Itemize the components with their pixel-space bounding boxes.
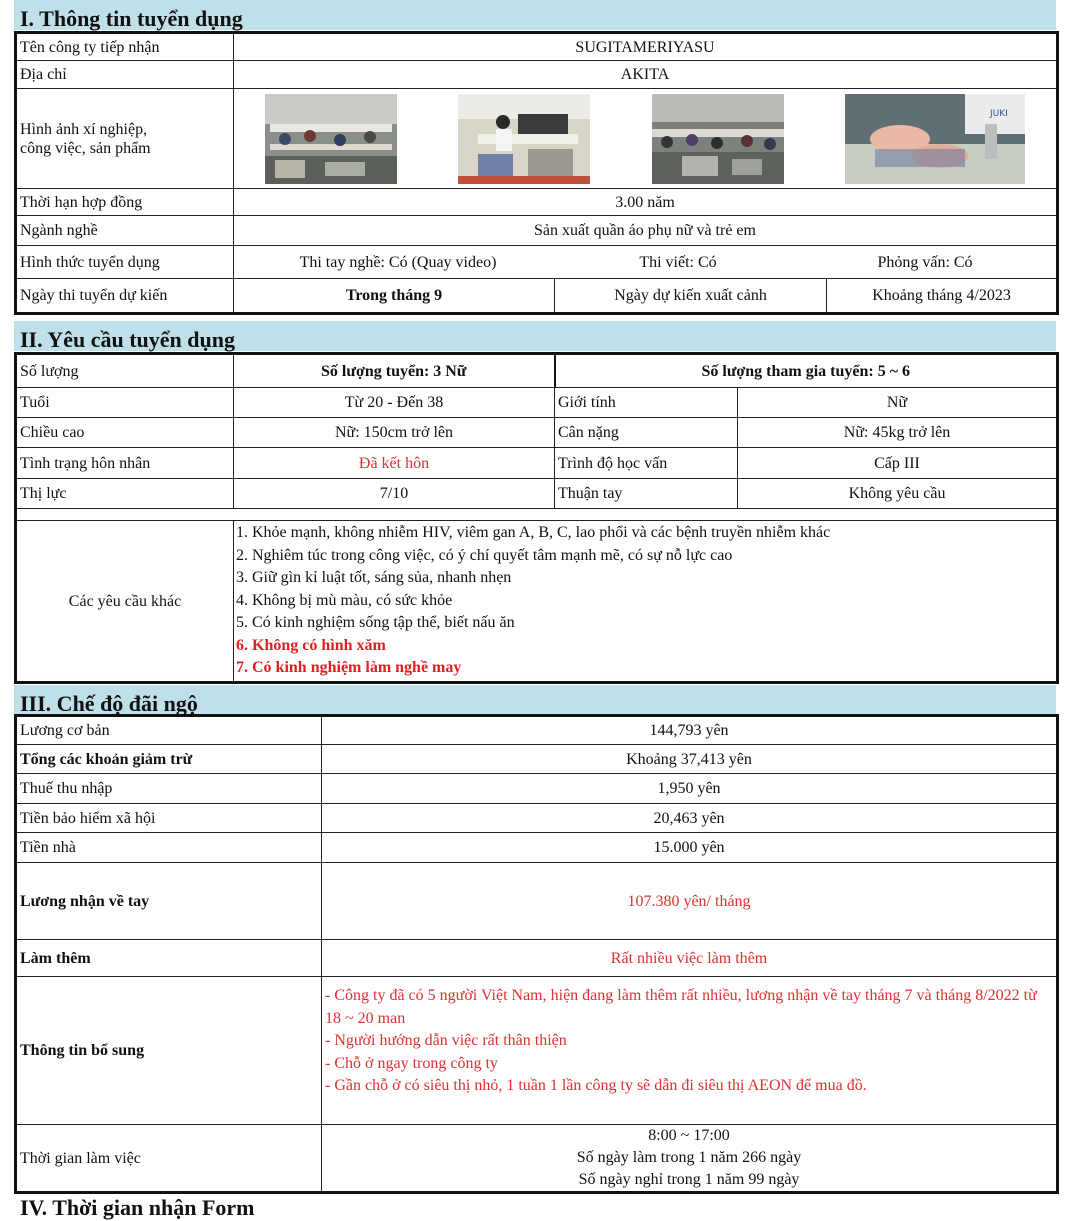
education-label: Trình độ học vấn [555, 448, 738, 479]
extra-label: Thông tin bổ sung [16, 977, 322, 1125]
factory-photo-2 [458, 94, 590, 184]
row-marital [16, 448, 1058, 479]
requirement-item: 3. Giữ gìn kỉ luật tốt, sáng sủa, nhanh nhẹn [236, 569, 512, 587]
requirements-table [14, 352, 1059, 684]
row-insurance [16, 804, 1058, 833]
departure-value: Khoảng tháng 4/2023 [827, 279, 1058, 314]
extra-item: - Chỗ ở ngay trong công ty [325, 1054, 498, 1072]
quantity-label: Số lượng [16, 354, 234, 388]
requirement-item: 4. Không bị mù màu, có sức khỏe [236, 591, 453, 609]
gender-value: Nữ [738, 388, 1058, 418]
net-salary-value: 107.380 yên/ tháng [322, 863, 1058, 940]
address-label: Địa chỉ [16, 61, 234, 89]
row-vision [16, 479, 1058, 509]
exam-date-label: Ngày thi tuyển dự kiến [16, 279, 234, 314]
gender-label: Giới tính [555, 388, 738, 418]
row-industry [16, 216, 1058, 246]
work-time-label: Thời gian làm việc [16, 1125, 322, 1193]
deductions-value: Khoảng 37,413 yên [322, 745, 1058, 774]
section-2-title: II. Yêu cầu tuyển dụng [20, 327, 235, 352]
extra-item: - Công ty đã có 5 người Việt Nam, hiện đang làm thêm rất nhiều, lương nhận về tay tháng 7 và tháng 8/2022 từ 18 ~ 20 man [325, 987, 1037, 1027]
row-contract [16, 189, 1058, 216]
other-label: Các yêu cầu khác [16, 521, 234, 683]
section-1-header [14, 0, 1056, 30]
requirement-item: 5. Có kinh nghiệm sống tập thể, biết nấu ăn [236, 614, 515, 632]
housing-label: Tiền nhà [16, 833, 322, 863]
row-extra-info [16, 977, 1058, 1125]
work-hours: 8:00 ~ 17:00 [648, 1127, 730, 1144]
row-housing [16, 833, 1058, 863]
section-3-header [14, 685, 1056, 715]
insurance-value: 20,463 yên [322, 804, 1058, 833]
address-value: AKITA [234, 61, 1058, 89]
requirement-item: 2. Nghiêm túc trong công việc, có ý chí quyết tâm mạnh mẽ, có sự nỗ lực cao [236, 546, 733, 564]
net-salary-label: Lương nhận về tay [16, 863, 322, 940]
departure-label: Ngày dự kiến xuất cảnh [555, 279, 827, 314]
hand-label: Thuận tay [555, 479, 738, 509]
insurance-label: Tiền bảo hiểm xã hội [16, 804, 322, 833]
svg-text:JUKI: JUKI [990, 108, 1009, 119]
row-age [16, 388, 1058, 418]
factory-photo-3 [652, 94, 784, 184]
requirement-item: 1. Khỏe mạnh, không nhiễm HIV, viêm gan A, B, C, lao phổi và các bệnh truyền nhiễm khác [236, 524, 831, 542]
marital-value: Đã kết hôn [234, 448, 555, 479]
company-label: Tên công ty tiếp nhận [16, 33, 234, 61]
factory-photo-1 [265, 94, 397, 184]
photo-strip [234, 90, 1056, 188]
row-company [16, 33, 1058, 61]
row-deductions [16, 745, 1058, 774]
height-label: Chiều cao [16, 418, 234, 448]
section-3-title: III. Chế độ đãi ngộ [20, 691, 198, 716]
age-label: Tuổi [16, 388, 234, 418]
other-list [234, 521, 1058, 683]
work-time-values [322, 1125, 1058, 1193]
section-2-header [14, 321, 1056, 351]
row-exam-date [16, 279, 1058, 314]
row-spacer [16, 509, 1058, 521]
row-work-time [16, 1125, 1058, 1193]
overtime-label: Làm thêm [16, 940, 322, 977]
requirement-item: 6. Không có hình xăm [236, 636, 386, 654]
method-written: Thi viết: Có [639, 253, 717, 271]
method-skill: Thi tay nghề: Có (Quay video) [299, 253, 497, 271]
company-value: SUGITAMERIYASU [234, 33, 1058, 61]
exam-date-value: Trong tháng 9 [234, 279, 555, 314]
row-other-requirements [16, 521, 1058, 683]
industry-label: Ngành nghề [16, 216, 234, 246]
extra-list [322, 977, 1058, 1125]
factory-photo-4 [845, 94, 1025, 184]
contract-value: 3.00 năm [234, 189, 1058, 216]
section-1-title: I. Thông tin tuyển dụng [20, 6, 243, 31]
marital-label: Tình trạng hôn nhân [16, 448, 234, 479]
income-tax-label: Thuế thu nhập [16, 774, 322, 804]
row-height [16, 418, 1058, 448]
recruitment-info-table [14, 31, 1059, 315]
images-label-line2: công việc, sản phẩm [20, 139, 151, 157]
base-salary-value: 144,793 yên [322, 716, 1058, 745]
vision-value: 7/10 [234, 479, 555, 509]
extra-item: - Người hướng dẫn việc rất thân thiện [325, 1032, 567, 1049]
industry-value: Sản xuất quần áo phụ nữ và trẻ em [234, 216, 1058, 246]
row-net-salary [16, 863, 1058, 940]
images-label-line1: Hình ảnh xí nghiệp, [20, 120, 148, 138]
row-income-tax [16, 774, 1058, 804]
off-days: Số ngày nghỉ trong 1 năm 99 ngày [578, 1171, 800, 1188]
row-address [16, 61, 1058, 89]
height-value: Nữ: 150cm trở lên [234, 418, 555, 448]
base-salary-label: Lương cơ bản [16, 716, 322, 745]
method-values [234, 246, 1058, 279]
images-cell [234, 89, 1058, 189]
row-base-salary [16, 716, 1058, 745]
images-label [16, 89, 234, 189]
housing-value: 15.000 yên [322, 833, 1058, 863]
row-overtime [16, 940, 1058, 977]
section-4-title: IV. Thời gian nhận Form [20, 1195, 255, 1220]
extra-item: - Gần chỗ ở có siêu thị nhỏ, 1 tuần 1 lần công ty sẽ dẫn đi siêu thị AEON để mua đồ. [325, 1077, 867, 1094]
education-value: Cấp III [738, 448, 1058, 479]
row-images [16, 89, 1058, 189]
quantity-recruit: Số lượng tuyển: 3 Nữ [234, 354, 555, 388]
row-quantity [16, 354, 1058, 388]
weight-label: Cân nặng [555, 418, 738, 448]
benefits-table [14, 714, 1059, 1194]
weight-value: Nữ: 45kg trở lên [738, 418, 1058, 448]
method-label: Hình thức tuyển dụng [16, 246, 234, 279]
age-value: Từ 20 - Đến 38 [234, 388, 555, 418]
requirement-item: 7. Có kinh nghiệm làm nghề may [236, 659, 462, 677]
method-interview: Phỏng vấn: Có [877, 253, 973, 271]
quantity-participate: Số lượng tham gia tuyển: 5 ~ 6 [555, 354, 1058, 388]
row-method [16, 246, 1058, 279]
work-days: Số ngày làm trong 1 năm 266 ngày [576, 1149, 802, 1166]
overtime-value: Rất nhiều việc làm thêm [322, 940, 1058, 977]
deductions-label: Tổng các khoản giảm trừ [16, 745, 322, 774]
hand-value: Không yêu cầu [738, 479, 1058, 509]
contract-label: Thời hạn hợp đồng [16, 189, 234, 216]
income-tax-value: 1,950 yên [322, 774, 1058, 804]
vision-label: Thị lực [16, 479, 234, 509]
